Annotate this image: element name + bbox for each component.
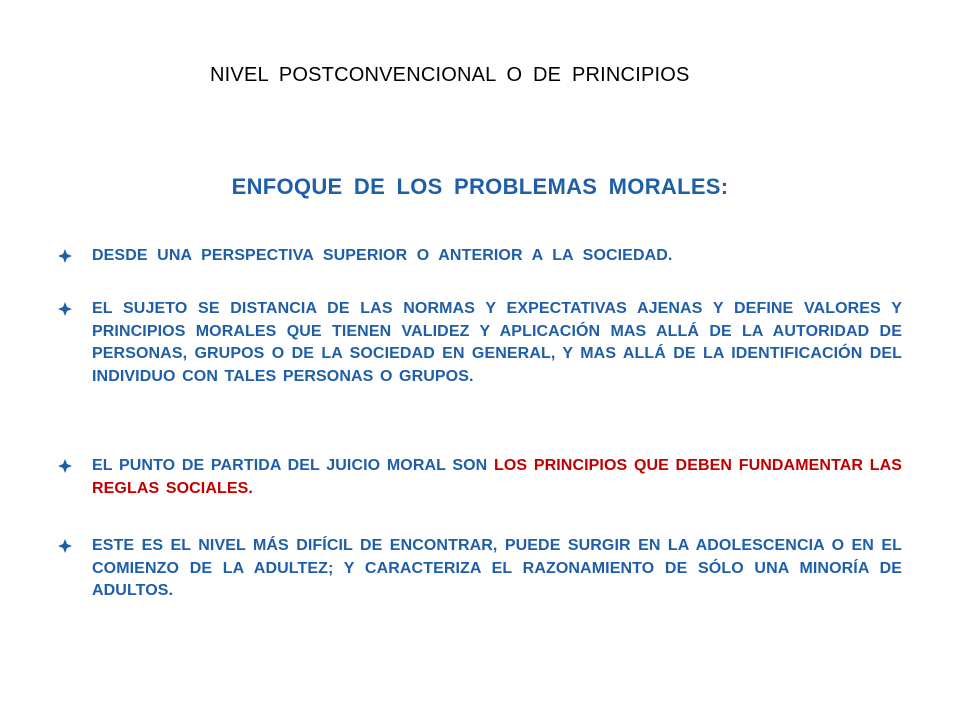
bullet-text: DESDE UNA PERSPECTIVA SUPERIOR O ANTERIOR A LA SOCIEDAD. xyxy=(92,247,673,264)
bullet-text-blue: EL PUNTO DE PARTIDA DEL JUICIO MORAL SON xyxy=(92,457,494,474)
bullet-item xyxy=(58,535,902,603)
diamond-bullet-icon xyxy=(58,455,92,477)
diamond-bullet-icon xyxy=(58,535,92,557)
bullet-item xyxy=(58,455,902,500)
diamond-bullet-icon xyxy=(58,298,92,320)
diamond-bullet-icon xyxy=(58,245,92,267)
bullet-text: EL SUJETO SE DISTANCIA DE LAS NORMAS Y EXPECTATIVAS AJENAS Y DEFINE VALORES Y PRINCIPIOS MORALES QUE TIENEN VALIDEZ Y APLICACIÓN MAS ALLÁ DE LA AUTORIDAD DE PERSONAS, GRUPOS O DE LA SOCIEDAD EN GENERAL, Y MAS ALLÁ DE LA IDENTIFICACIÓN DEL INDIVIDUO CON TALES PERSONAS O GRUPOS. xyxy=(92,300,902,385)
bullet-item xyxy=(58,298,902,388)
bullet-text-highlight: LOS PRINCIPIOS QUE DEBEN FUNDAMENTAR LAS REGLAS SOCIALES. xyxy=(92,457,903,497)
bullet-text xyxy=(92,455,902,500)
slide-title: NIVEL POSTCONVENCIONAL O DE PRINCIPIOS xyxy=(210,64,690,86)
bullet-item xyxy=(58,245,902,268)
bullet-text: ESTE ES EL NIVEL MÁS DIFÍCIL DE ENCONTRAR, PUEDE SURGIR EN LA ADOLESCENCIA O EN EL COMIENZO DE LA ADULTEZ; Y CARACTERIZA EL RAZONAMIENTO DE SÓLO UNA MINORÍA DE ADULTOS. xyxy=(92,537,902,600)
slide-subtitle: ENFOQUE DE LOS PROBLEMAS MORALES: xyxy=(231,174,729,199)
